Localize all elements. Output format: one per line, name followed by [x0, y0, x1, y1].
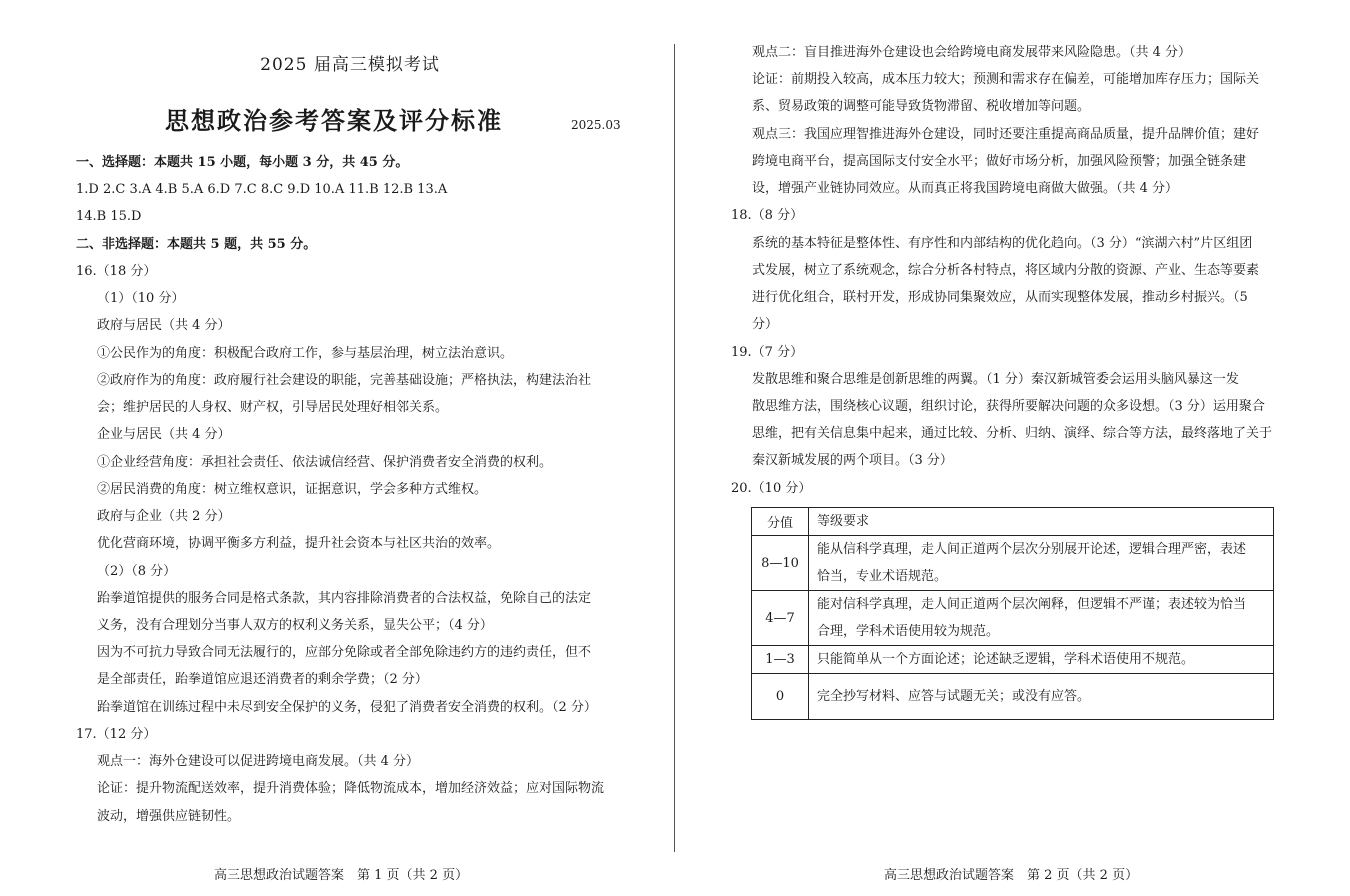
score-cell: 1—3 — [752, 646, 809, 674]
score-cell: 4—7 — [752, 591, 809, 646]
table-row — [752, 674, 1274, 720]
document-date: 2025.03 — [571, 118, 621, 132]
answer-line: ②政府作为的角度：政府履行社会建设的职能，完善基础设施；严格执法，构建法治社 — [97, 373, 592, 388]
answer-line: 秦汉新城发展的两个项目。（3 分） — [752, 453, 953, 468]
answer-line: 14.B 15.D — [76, 209, 142, 224]
answer-line: 思维，把有关信息集中起来，通过比较、分析、归纳、演绎、综合等方法，最终落地了关于 — [752, 426, 1273, 441]
answer-line: ①公民作为的角度：积极配合政府工作，参与基层治理，树立法治意识。 — [97, 346, 514, 361]
subquestion-number: （2）（8 分） — [97, 564, 177, 579]
answer-line: 观点一：海外仓建设可以促进跨境电商发展。（共 4 分） — [97, 754, 420, 769]
question-number: 19.（7 分） — [731, 345, 804, 360]
answer-line: 论证：提升物流配送效率，提升消费体验；降低物流成本，增加经济效益；应对国际物流 — [97, 781, 605, 796]
answer-line: 波动，增强供应链韧性。 — [97, 809, 241, 824]
question-number: 20.（10 分） — [731, 481, 812, 496]
answer-line: ①企业经营角度：承担社会责任、依法诚信经营、保护消费者安全消费的权利。 — [97, 455, 553, 470]
section-heading: 二、非选择题：本题共 5 题，共 55 分。 — [76, 237, 317, 252]
requirement-line: 合理，学科术语使用较为规范。 — [817, 624, 1000, 639]
requirement-cell — [809, 536, 1274, 591]
table-header-score: 分值 — [752, 508, 809, 536]
requirement-line: 完全抄写材料、应答与试题无关；或没有应答。 — [817, 689, 1091, 704]
requirement-line: 恰当，专业术语规范。 — [817, 569, 948, 584]
answer-line: 企业与居民（共 4 分） — [97, 427, 231, 442]
answer-line: 论证：前期投入较高，成本压力较大；预测和需求存在偏差，可能增加库存压力；国际关 — [752, 72, 1260, 87]
answer-line: 跆拳道馆提供的服务合同是格式条款，其内容排除消费者的合法权益，免除自己的法定 — [97, 591, 592, 606]
requirement-cell — [809, 646, 1274, 674]
answer-line: 会；维护居民的人身权、财产权，引导居民处理好相邻关系。 — [97, 400, 449, 415]
exam-title: 2025 届高三模拟考试 — [260, 55, 440, 75]
answer-line: 因为不可抗力导致合同无法履行的，应部分免除或者全部免除违约方的违约责任，但不 — [97, 645, 592, 660]
answer-line: 进行优化组合，联村开发，形成协同集聚效应，从而实现整体发展，推动乡村振兴。（5 — [752, 290, 1248, 305]
score-cell: 0 — [752, 674, 809, 720]
requirement-cell — [809, 674, 1274, 720]
answer-line: 系统的基本特征是整体性、有序性和内部结构的优化趋向。（3 分）“滨湖六村”片区组团 — [752, 236, 1253, 251]
answer-line: 式发展，树立了系统观念，综合分析各村特点，将区域内分散的资源、产业、生态等要素 — [752, 263, 1260, 278]
score-cell: 8—10 — [752, 536, 809, 591]
answer-line: 政府与居民（共 4 分） — [97, 318, 231, 333]
requirement-line: 能从信科学真理，走人间正道两个层次分别展开论述，逻辑合理严密，表述 — [817, 542, 1247, 557]
question-number: 18.（8 分） — [731, 208, 804, 223]
table-row — [752, 536, 1274, 591]
answer-line: 跨境电商平台，提高国际支付安全水平；做好市场分析，加强风险预警；加强全链条建 — [752, 154, 1247, 169]
answer-line: 政府与企业（共 2 分） — [97, 509, 231, 524]
table-header-requirement: 等级要求 — [809, 508, 1274, 536]
subquestion-number: （1）（10 分） — [97, 291, 185, 306]
answer-line: 跆拳道馆在训练过程中未尽到安全保护的义务，侵犯了消费者安全消费的权利。（2 分） — [97, 700, 597, 715]
answer-line: 义务，没有合理划分当事人双方的权利义务关系，显失公平；（4 分） — [97, 618, 493, 633]
requirement-line: 只能简单从一个方面论述；论述缺乏逻辑，学科术语使用不规范。 — [817, 652, 1195, 667]
table-row — [752, 646, 1274, 674]
answer-line: 1.D 2.C 3.A 4.B 5.A 6.D 7.C 8.C 9.D 10.A 11.B 12.B 13.A — [76, 182, 448, 197]
answer-line: 发散思维和聚合思维是创新思维的两翼。（1 分）秦汉新城管委会运用头脑风暴这一发 — [752, 372, 1239, 387]
requirement-line: 能对信科学真理，走人间正道两个层次阐释，但逻辑不严谨；表述较为恰当 — [817, 597, 1247, 612]
answer-line: 是全部责任，跆拳道馆应退还消费者的剩余学费；（2 分） — [97, 672, 428, 687]
answer-line: 设，增强产业链协同效应。从而真正将我国跨境电商做大做强。（共 4 分） — [752, 181, 1179, 196]
answer-line: 优化营商环境，协调平衡多方利益，提升社会资本与社区共治的效率。 — [97, 536, 501, 551]
question-number: 17.（12 分） — [76, 727, 157, 742]
question-number: 16.（18 分） — [76, 264, 157, 279]
table-header-row — [752, 508, 1274, 536]
document-title: 思想政治参考答案及评分标准 — [165, 106, 503, 135]
answer-line: 散思维方法，围绕核心议题，组织讨论，获得所要解决问题的众多设想。（3 分）运用聚合 — [752, 399, 1265, 414]
answer-line: 观点二：盲目推进海外仓建设也会给跨境电商发展带来风险隐患。（共 4 分） — [752, 45, 1192, 60]
answer-line: 系、贸易政策的调整可能导致货物滞留、税收增加等问题。 — [752, 99, 1091, 114]
page-footer-left: 高三思想政治试题答案 第 1 页（共 2 页） — [214, 868, 469, 883]
answer-line: 分） — [752, 317, 779, 332]
answer-line: 观点三：我国应理智推进海外仓建设，同时还要注重提高商品质量，提升品牌价值；建好 — [752, 127, 1260, 142]
section-heading: 一、选择题：本题共 15 小题，每小题 3 分，共 45 分。 — [76, 155, 409, 170]
page-footer-right: 高三思想政治试题答案 第 2 页（共 2 页） — [884, 868, 1139, 883]
answer-line: ②居民消费的角度：树立维权意识，证据意识，学会多种方式维权。 — [97, 482, 488, 497]
table-row — [752, 591, 1274, 646]
requirement-cell — [809, 591, 1274, 646]
page-divider — [674, 44, 675, 852]
grading-table — [751, 507, 1274, 720]
